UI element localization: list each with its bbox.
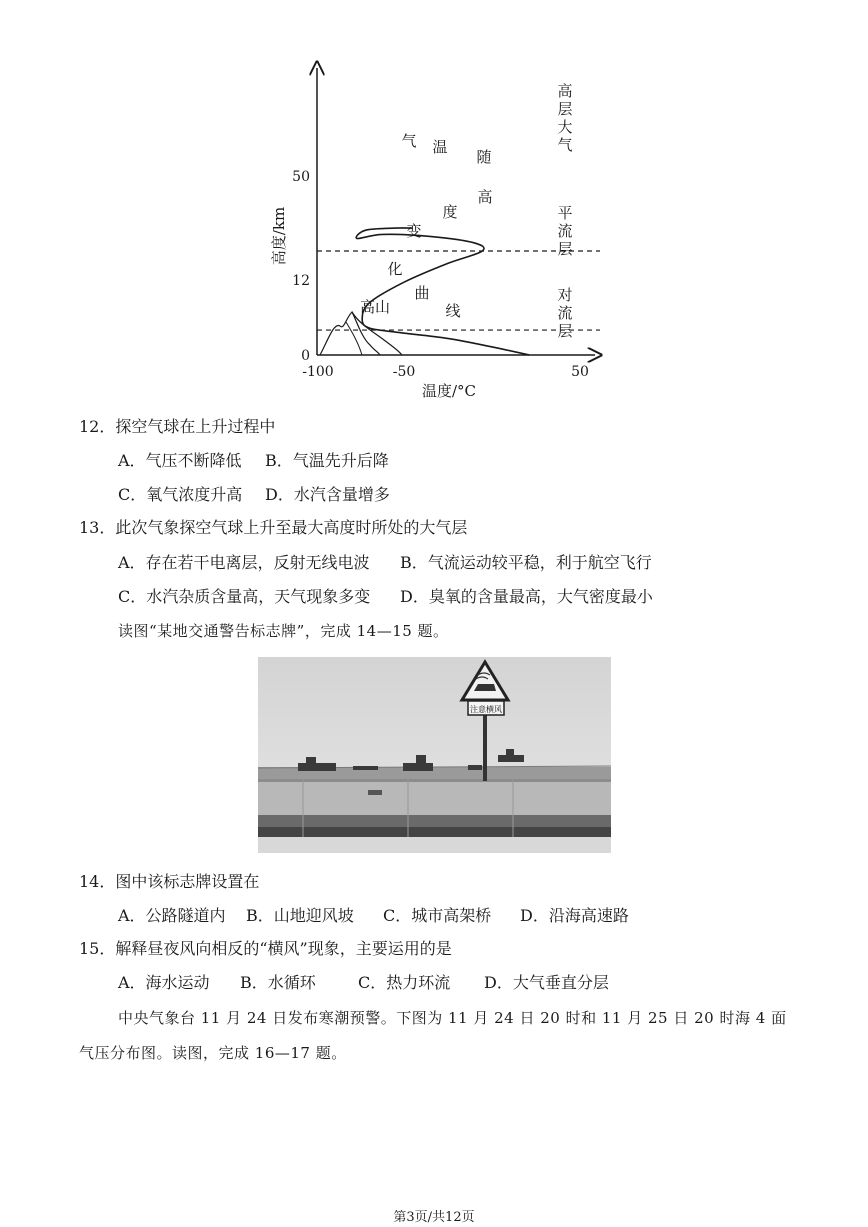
- curve-labels: [387, 132, 492, 320]
- layer-label-char: 流: [557, 304, 573, 322]
- layer-label-char: 气: [557, 136, 573, 154]
- layer-label-char: 层: [557, 100, 573, 118]
- intro-14-15: 读图“某地交通警告标志牌”，完成 14—15 题。: [118, 622, 449, 640]
- layer-label-char: 层: [557, 322, 573, 340]
- sign-plate-text: 注意横风: [470, 705, 502, 714]
- mountain-label: 高山: [360, 298, 391, 316]
- x-axis-label: 温度/°C: [421, 382, 477, 400]
- q13-option-a[interactable]: A．存在若干电离层，反射无线电波: [118, 553, 370, 572]
- y-axis-label: 高度/km: [270, 206, 288, 266]
- q14-option-a[interactable]: A．公路隧道内: [118, 906, 226, 925]
- q15-option-a[interactable]: A．海水运动: [118, 973, 210, 992]
- y-tick-50: 50: [292, 169, 310, 185]
- mountain-icon-ridge: [346, 322, 362, 355]
- y-tick-12: 12: [292, 273, 310, 289]
- question-13-options-row-2: [118, 587, 653, 607]
- question-14-stem: 14．图中该标志牌设置在: [79, 872, 260, 891]
- q12-option-d[interactable]: D．水汽含量增多: [265, 485, 390, 504]
- curve-label-char: 气: [401, 132, 417, 150]
- curve-label-char: 变: [406, 222, 422, 240]
- page-footer: 第3页/共12页: [393, 1210, 475, 1225]
- curve-label-char: 线: [445, 302, 461, 320]
- question-12-options-row-2: [118, 485, 390, 505]
- curve-label-char: 高: [477, 188, 493, 206]
- q14-option-b[interactable]: B．山地迎风坡: [246, 906, 354, 925]
- question-13-options-row-1: [118, 553, 652, 573]
- q12-option-b[interactable]: B．气温先升后降: [265, 451, 389, 470]
- intro-16-17-line-1: 中央气象台 11 月 24 日发布寒潮预警。下图为 11 月 24 日 20 时和 11 月 25 日 20 时海 4 面: [118, 1009, 787, 1027]
- q15-option-b[interactable]: B．水循环: [240, 973, 316, 992]
- x-tick-neg50: -50: [392, 364, 416, 380]
- q14-option-d[interactable]: D．沿海高速路: [520, 906, 629, 925]
- curve-label-char: 温: [432, 138, 448, 156]
- layer-label-char: 高: [557, 82, 573, 100]
- layer-label-char: 大: [557, 118, 573, 136]
- sign-pole: [483, 715, 487, 781]
- layer-label-char: 对: [557, 286, 573, 304]
- layer-label-char: 平: [557, 204, 573, 222]
- q13-option-c[interactable]: C．水汽杂质含量高，天气现象多变: [118, 587, 371, 606]
- question-15-stem: 15．解释昼夜风向相反的“横风”现象，主要运用的是: [79, 939, 452, 958]
- layer-label-char: 层: [557, 240, 573, 258]
- y-tick-0: 0: [301, 348, 310, 364]
- question-12-stem: 12．探空气球在上升过程中: [79, 417, 276, 436]
- intro-16-17-line-2: 气压分布图。读图，完成 16—17 题。: [79, 1044, 347, 1062]
- q15-option-d[interactable]: D．大气垂直分层: [484, 973, 609, 992]
- curve-label-char: 度: [442, 203, 458, 221]
- temperature-altitude-chart: [262, 60, 622, 405]
- temperature-curve: [356, 228, 529, 355]
- q13-option-b[interactable]: B．气流运动较平稳，利于航空飞行: [400, 553, 652, 572]
- q12-option-c[interactable]: C．氧气浓度升高: [118, 485, 243, 504]
- layer-labels: [557, 82, 572, 340]
- q15-option-c[interactable]: C．热力环流: [358, 973, 451, 992]
- q12-option-a[interactable]: A．气压不断降低: [118, 451, 242, 470]
- layer-label-char: 流: [557, 222, 573, 240]
- question-12-options-row-1: [118, 451, 389, 471]
- curve-label-char: 曲: [414, 284, 430, 302]
- question-15-options-row: [118, 973, 609, 993]
- x-tick-neg100: -100: [302, 364, 334, 380]
- curve-label-char: 化: [387, 260, 403, 278]
- q14-option-c[interactable]: C．城市高架桥: [383, 906, 492, 925]
- curve-label-char: 随: [476, 148, 492, 166]
- question-14-options-row: [118, 906, 629, 926]
- x-tick-50: 50: [571, 364, 589, 380]
- mountain-icon: [320, 312, 380, 355]
- question-13-stem: 13．此次气象探空气球上升至最大高度时所处的大气层: [79, 518, 468, 537]
- traffic-sign-photo: [258, 657, 611, 853]
- q13-option-d[interactable]: D．臭氧的含量最高，大气密度最小: [400, 587, 653, 606]
